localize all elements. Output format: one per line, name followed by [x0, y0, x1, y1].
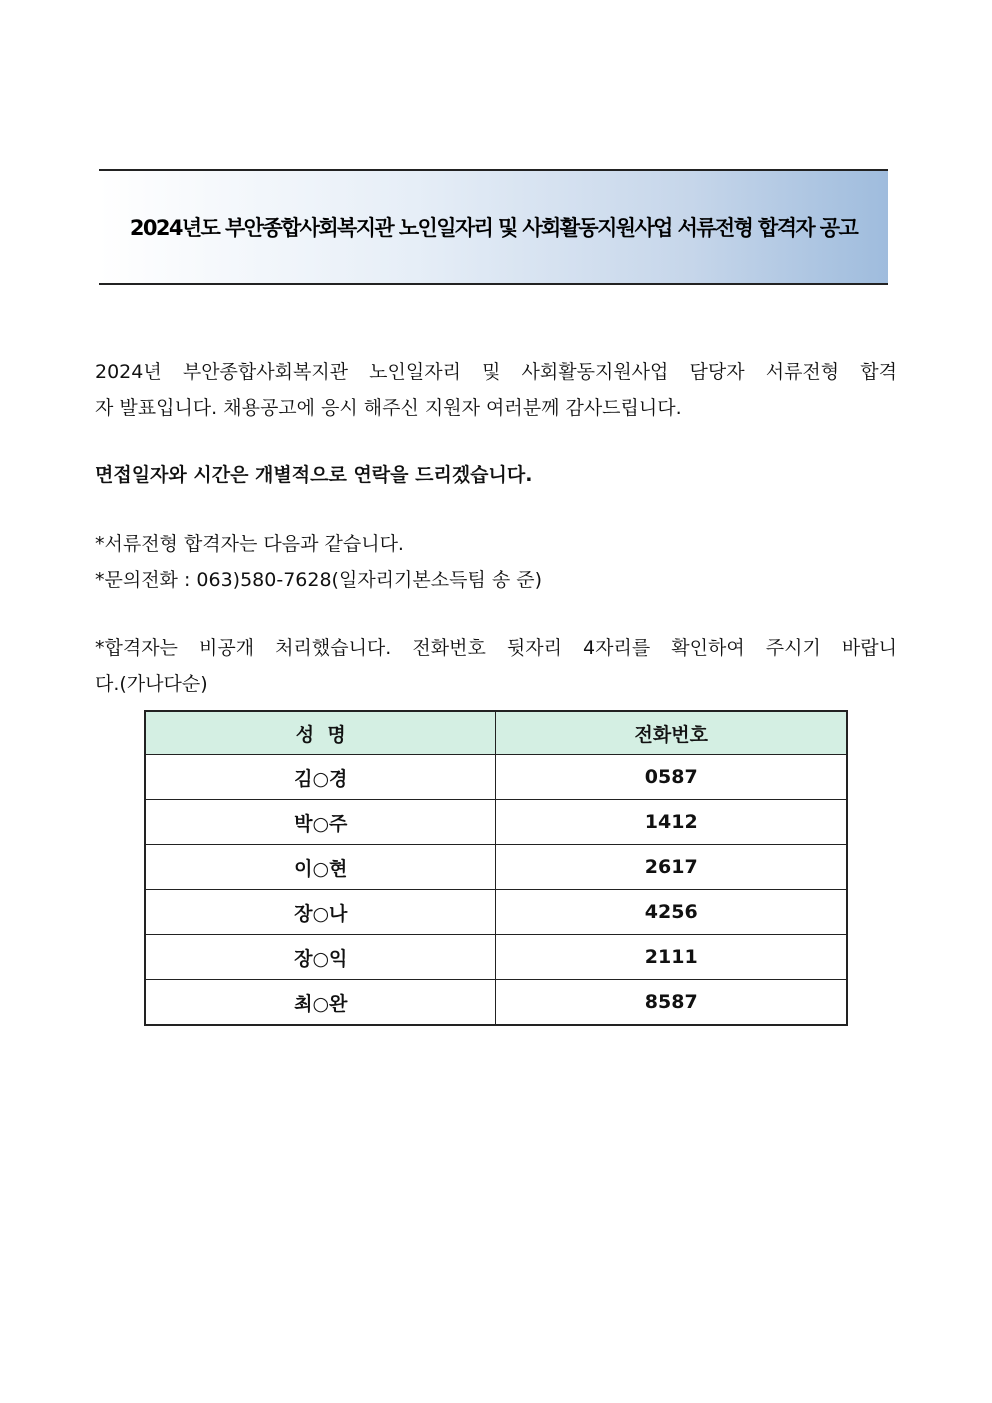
row-name: 장○익	[145, 935, 496, 980]
row-phone: 0587	[496, 755, 847, 800]
intro-line-1: 2024년 부안종합사회복지관 노인일자리 및 사회활동지원사업 담당자 서류전형 합격	[95, 361, 897, 383]
table-row	[145, 800, 847, 845]
notes-block	[95, 526, 897, 598]
table-row	[145, 890, 847, 935]
row-name: 최○완	[145, 980, 496, 1026]
row-phone: 4256	[496, 890, 847, 935]
row-phone: 2617	[496, 845, 847, 890]
results-table	[144, 710, 848, 1026]
row-name: 박○주	[145, 800, 496, 845]
note-pass-list: *서류전형 합격자는 다음과 같습니다.	[95, 533, 404, 555]
intro-paragraph	[95, 354, 897, 426]
table-row	[145, 755, 847, 800]
row-phone: 8587	[496, 980, 847, 1026]
table-row	[145, 980, 847, 1026]
row-phone: 1412	[496, 800, 847, 845]
table-row	[145, 935, 847, 980]
privacy-line-1: *합격자는 비공개 처리했습니다. 전화번호 뒷자리 4자리를 확인하여 주시기 바랍니	[95, 637, 897, 659]
interview-notice: 면접일자와 시간은 개별적으로 연락을 드리겠습니다.	[95, 464, 533, 486]
page-title: 2024년도 부안종합사회복지관 노인일자리 및 사회활동지원사업 서류전형 합격자 공고	[129, 216, 858, 240]
table-row	[145, 845, 847, 890]
row-name: 김○경	[145, 755, 496, 800]
title-banner	[99, 169, 888, 285]
header-phone: 전화번호	[496, 711, 847, 755]
note-contact-phone: *문의전화 : 063)580-7628(일자리기본소득팀 송 준)	[95, 569, 542, 591]
intro-line-2: 자 발표입니다. 채용공고에 응시 해주신 지원자 여러분께 감사드립니다.	[95, 397, 682, 419]
privacy-notice	[95, 630, 897, 702]
privacy-line-2: 다.(가나다순)	[95, 673, 208, 695]
row-phone: 2111	[496, 935, 847, 980]
header-name: 성 명	[145, 711, 496, 755]
table-header-row	[145, 711, 847, 755]
row-name: 장○나	[145, 890, 496, 935]
row-name: 이○현	[145, 845, 496, 890]
